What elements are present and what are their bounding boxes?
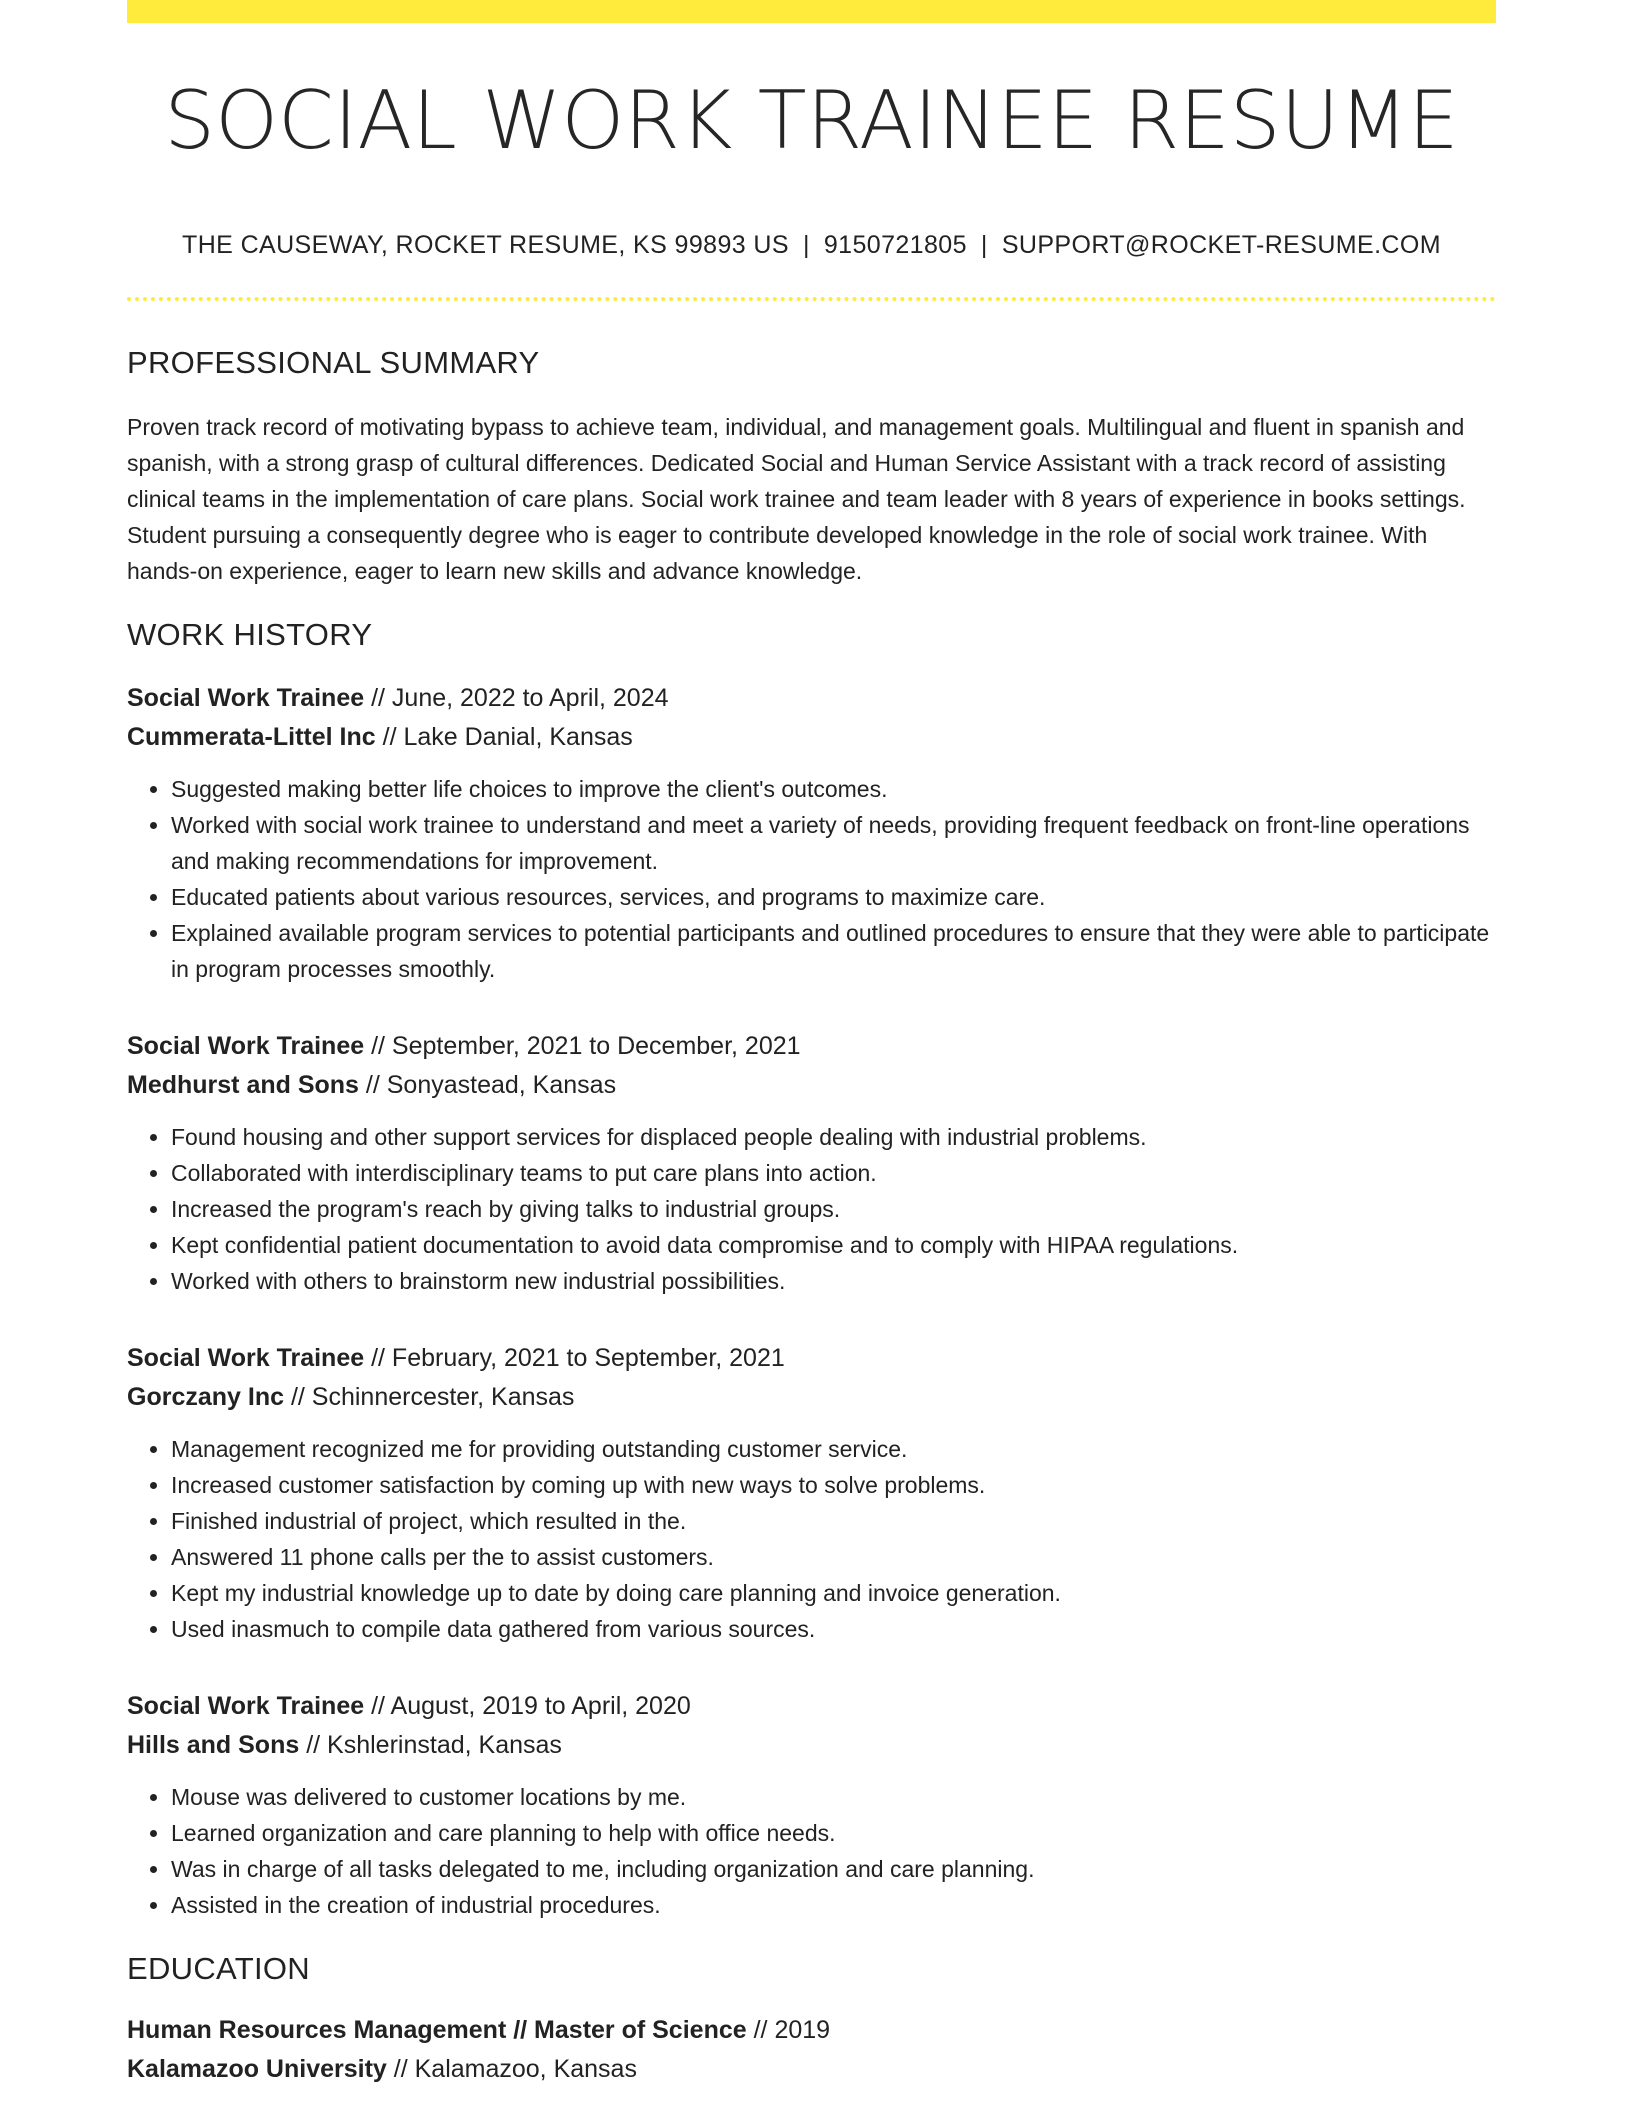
job-bullet: • Learned organization and care planning to help with office needs. <box>171 1815 1496 1851</box>
job-location: // Lake Danial, Kansas <box>375 723 633 751</box>
job-title-line <box>127 1027 1496 1066</box>
job-company: Cummerata-Littel Inc <box>127 723 376 751</box>
contact-email: SUPPORT@ROCKET-RESUME.COM <box>1001 231 1441 259</box>
job-bullet: • Increased the program's reach by giving talks to industrial groups. <box>171 1191 1496 1227</box>
job-entry <box>127 1687 1496 1923</box>
work-history-heading: WORK HISTORY <box>127 617 373 652</box>
job-title: Social Work Trainee <box>127 1032 365 1060</box>
job-company-line <box>127 718 1496 757</box>
education-degree-line <box>127 2011 1496 2050</box>
job-title-line <box>127 679 1496 718</box>
job-dates: // June, 2022 to April, 2024 <box>364 684 669 712</box>
job-title: Social Work Trainee <box>127 1344 365 1372</box>
job-location: // Kshlerinstad, Kansas <box>299 1731 562 1759</box>
job-dates: // September, 2021 to December, 2021 <box>364 1032 801 1060</box>
job-bullets <box>127 1431 1496 1647</box>
job-dates: // August, 2019 to April, 2020 <box>364 1692 691 1720</box>
contact-separator: | <box>802 231 810 259</box>
summary-heading: PROFESSIONAL SUMMARY <box>127 345 540 380</box>
job-location: // Sonyastead, Kansas <box>358 1071 617 1099</box>
education-school: Kalamazoo University <box>127 2055 387 2083</box>
job-bullet: • Worked with social work trainee to understand and meet a variety of needs, providing frequent feedback on front-line operations and making recommendations for improvement. <box>171 807 1496 879</box>
job-bullet: • Explained available program services to potential participants and outlined procedures to ensure that they were able to participate in program processes smoothly. <box>171 915 1496 987</box>
job-bullet: • Management recognized me for providing outstanding customer service. <box>171 1431 1496 1467</box>
job-dates: // February, 2021 to September, 2021 <box>364 1344 785 1372</box>
job-company-line <box>127 1726 1496 1765</box>
job-company-line <box>127 1066 1496 1105</box>
contact-line <box>127 231 1496 260</box>
job-bullet: • Answered 11 phone calls per the to assist customers. <box>171 1539 1496 1575</box>
job-company: Medhurst and Sons <box>127 1071 359 1099</box>
summary-text: Proven track record of motivating bypass to achieve team, individual, and management goals. Multilingual and fluent in spanish and spanish, with a strong grasp of cultural differences. Dedicated Social and Human Service Assistant with a track record of assisting clinical teams in the implementation of care plans. Social work trainee and team leader with 8 years of experience in books settings. Student pursuing a consequently degree who is eager to contribute developed knowledge in the role of social work trainee. With hands-on experience, eager to learn new skills and advance knowledge. <box>127 414 1466 584</box>
dotted-divider <box>127 297 1496 301</box>
education-year: // 2019 <box>746 2016 831 2044</box>
resume-page <box>127 0 1496 2089</box>
job-bullet: • Worked with others to brainstorm new industrial possibilities. <box>171 1263 1496 1299</box>
job-location: // Schinnercester, Kansas <box>284 1383 575 1411</box>
job-entry <box>127 1339 1496 1647</box>
job-title-line <box>127 1687 1496 1726</box>
job-bullet: • Increased customer satisfaction by coming up with new ways to solve problems. <box>171 1467 1496 1503</box>
job-entry <box>127 1027 1496 1299</box>
job-bullets <box>127 771 1496 987</box>
education-entry <box>127 2011 1496 2089</box>
job-company-line <box>127 1378 1496 1417</box>
job-bullet: • Suggested making better life choices to improve the client's outcomes. <box>171 771 1496 807</box>
job-bullet: • Assisted in the creation of industrial procedures. <box>171 1887 1496 1923</box>
job-bullet: • Kept confidential patient documentation to avoid data compromise and to comply with HIPAA regulations. <box>171 1227 1496 1263</box>
job-bullet: • Educated patients about various resources, services, and programs to maximize care. <box>171 879 1496 915</box>
job-bullet: • Used inasmuch to compile data gathered from various sources. <box>171 1611 1496 1647</box>
job-bullet: • Finished industrial of project, which resulted in the. <box>171 1503 1496 1539</box>
education-location: // Kalamazoo, Kansas <box>386 2055 637 2083</box>
job-entry <box>127 679 1496 987</box>
contact-phone: 9150721805 <box>823 231 967 259</box>
job-title: Social Work Trainee <box>127 684 365 712</box>
job-title-line <box>127 1339 1496 1378</box>
job-title: Social Work Trainee <box>127 1692 365 1720</box>
contact-address: THE CAUSEWAY, ROCKET RESUME, KS 99893 US <box>182 231 789 259</box>
job-bullets <box>127 1779 1496 1923</box>
job-bullet: • Collaborated with interdisciplinary teams to put care plans into action. <box>171 1155 1496 1191</box>
education-heading: EDUCATION <box>127 1951 310 1986</box>
job-bullet: • Was in charge of all tasks delegated to me, including organization and care planning. <box>171 1851 1496 1887</box>
education-school-line <box>127 2050 1496 2089</box>
education-degree: Human Resources Management // Master of Science <box>127 2016 747 2044</box>
job-bullet: • Found housing and other support services for displaced people dealing with industrial problems. <box>171 1119 1496 1155</box>
job-company: Gorczany Inc <box>127 1383 284 1411</box>
job-bullet: • Mouse was delivered to customer locations by me. <box>171 1779 1496 1815</box>
contact-separator: | <box>980 231 988 259</box>
accent-top-bar <box>127 0 1496 23</box>
resume-title: SOCIAL WORK TRAINEE RESUME <box>164 74 1459 167</box>
job-company: Hills and Sons <box>127 1731 300 1759</box>
job-bullet: • Kept my industrial knowledge up to date by doing care planning and invoice generation. <box>171 1575 1496 1611</box>
job-bullets <box>127 1119 1496 1299</box>
